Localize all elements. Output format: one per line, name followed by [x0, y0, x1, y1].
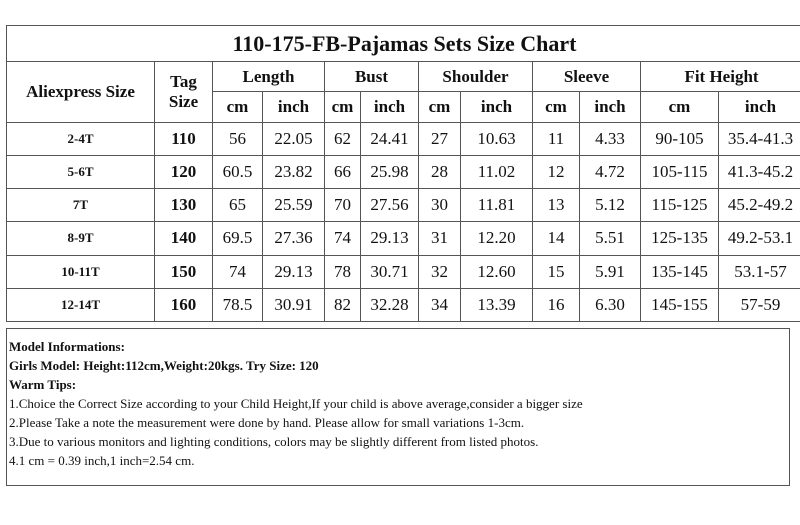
table-row [7, 189, 800, 222]
cell-sleeve-in: 5.91 [580, 255, 641, 288]
cell-height-in: 49.2-53.1 [719, 222, 800, 255]
model-heading: Model Informations: [9, 339, 125, 354]
unit-inch: inch [361, 92, 419, 122]
header-length: Length [213, 62, 325, 92]
cell-shoulder-cm: 27 [419, 122, 461, 155]
cell-length-in: 25.59 [263, 189, 325, 222]
tip-4: 4.1 cm = 0.39 inch,1 inch=2.54 cm. [9, 453, 195, 468]
cell-size: 2-4T [7, 122, 155, 155]
cell-bust-in: 24.41 [361, 122, 419, 155]
cell-sleeve-cm: 14 [533, 222, 580, 255]
chart-title: 110-175-FB-Pajamas Sets Size Chart [7, 26, 800, 62]
cell-length-in: 23.82 [263, 155, 325, 188]
cell-height-in: 53.1-57 [719, 255, 800, 288]
cell-sleeve-in: 6.30 [580, 288, 641, 321]
cell-bust-in: 27.56 [361, 189, 419, 222]
tip-2: 2.Please Take a note the measurement were done by hand. Please allow for small variations 1-3cm. [9, 415, 525, 430]
cell-sleeve-cm: 16 [533, 288, 580, 321]
cell-tag: 130 [155, 189, 213, 222]
cell-bust-cm: 82 [325, 288, 361, 321]
header-aliexpress-size: Aliexpress Size [7, 62, 155, 122]
cell-height-cm: 125-135 [641, 222, 719, 255]
cell-bust-in: 29.13 [361, 222, 419, 255]
table-row [7, 122, 800, 155]
cell-shoulder-cm: 34 [419, 288, 461, 321]
cell-bust-cm: 62 [325, 122, 361, 155]
cell-sleeve-cm: 13 [533, 189, 580, 222]
cell-sleeve-in: 4.33 [580, 122, 641, 155]
cell-bust-in: 25.98 [361, 155, 419, 188]
tips-heading: Warm Tips: [9, 377, 77, 392]
cell-length-cm: 65 [213, 189, 263, 222]
cell-height-in: 45.2-49.2 [719, 189, 800, 222]
cell-height-cm: 105-115 [641, 155, 719, 188]
table-row [7, 288, 800, 321]
cell-bust-cm: 74 [325, 222, 361, 255]
cell-height-in: 57-59 [719, 288, 800, 321]
unit-cm: cm [533, 92, 580, 122]
header-tag-size [155, 62, 213, 122]
cell-length-cm: 69.5 [213, 222, 263, 255]
table-row [7, 222, 800, 255]
cell-bust-cm: 70 [325, 189, 361, 222]
cell-sleeve-cm: 15 [533, 255, 580, 288]
tip-1: 1.Choice the Correct Size according to your Child Height,If your child is above average,consider a bigger size [9, 396, 583, 411]
tip-3: 3.Due to various monitors and lighting conditions, colors may be slightly different from listed photos. [9, 434, 539, 449]
cell-sleeve-cm: 12 [533, 155, 580, 188]
cell-length-cm: 56 [213, 122, 263, 155]
cell-size: 7T [7, 189, 155, 222]
cell-height-in: 35.4-41.3 [719, 122, 800, 155]
cell-sleeve-in: 5.12 [580, 189, 641, 222]
cell-tag: 110 [155, 122, 213, 155]
cell-bust-cm: 66 [325, 155, 361, 188]
cell-tag: 150 [155, 255, 213, 288]
cell-size: 10-11T [7, 255, 155, 288]
cell-sleeve-in: 5.51 [580, 222, 641, 255]
cell-tag: 140 [155, 222, 213, 255]
cell-shoulder-in: 12.60 [461, 255, 533, 288]
header-bust: Bust [325, 62, 419, 92]
cell-shoulder-cm: 28 [419, 155, 461, 188]
size-chart-table [6, 25, 800, 322]
model-info: Girls Model: Height:112cm,Weight:20kgs. Try Size: 120 [9, 358, 319, 373]
cell-bust-cm: 78 [325, 255, 361, 288]
cell-size: 5-6T [7, 155, 155, 188]
unit-inch: inch [580, 92, 641, 122]
unit-cm: cm [419, 92, 461, 122]
table-row [7, 155, 800, 188]
header-tag-size-line1: Tag [170, 71, 197, 91]
header-tag-size-line2: Size [168, 91, 199, 111]
cell-shoulder-in: 11.02 [461, 155, 533, 188]
header-fit-height: Fit Height [641, 62, 800, 92]
cell-length-in: 22.05 [263, 122, 325, 155]
notes-box [6, 328, 790, 486]
cell-size: 8-9T [7, 222, 155, 255]
cell-length-in: 30.91 [263, 288, 325, 321]
unit-cm: cm [641, 92, 719, 122]
cell-shoulder-in: 13.39 [461, 288, 533, 321]
unit-cm: cm [325, 92, 361, 122]
cell-length-cm: 74 [213, 255, 263, 288]
unit-inch: inch [719, 92, 800, 122]
cell-tag: 160 [155, 288, 213, 321]
cell-length-in: 27.36 [263, 222, 325, 255]
unit-inch: inch [461, 92, 533, 122]
unit-inch: inch [263, 92, 325, 122]
cell-sleeve-cm: 11 [533, 122, 580, 155]
cell-shoulder-cm: 30 [419, 189, 461, 222]
header-shoulder: Shoulder [419, 62, 533, 92]
unit-cm: cm [213, 92, 263, 122]
cell-height-cm: 115-125 [641, 189, 719, 222]
cell-shoulder-cm: 31 [419, 222, 461, 255]
cell-height-in: 41.3-45.2 [719, 155, 800, 188]
cell-height-cm: 145-155 [641, 288, 719, 321]
cell-length-cm: 78.5 [213, 288, 263, 321]
cell-shoulder-cm: 32 [419, 255, 461, 288]
cell-height-cm: 90-105 [641, 122, 719, 155]
cell-bust-in: 30.71 [361, 255, 419, 288]
header-sleeve: Sleeve [533, 62, 641, 92]
cell-size: 12-14T [7, 288, 155, 321]
cell-length-cm: 60.5 [213, 155, 263, 188]
table-row [7, 255, 800, 288]
cell-shoulder-in: 10.63 [461, 122, 533, 155]
cell-tag: 120 [155, 155, 213, 188]
cell-sleeve-in: 4.72 [580, 155, 641, 188]
cell-length-in: 29.13 [263, 255, 325, 288]
cell-shoulder-in: 12.20 [461, 222, 533, 255]
cell-shoulder-in: 11.81 [461, 189, 533, 222]
cell-bust-in: 32.28 [361, 288, 419, 321]
cell-height-cm: 135-145 [641, 255, 719, 288]
